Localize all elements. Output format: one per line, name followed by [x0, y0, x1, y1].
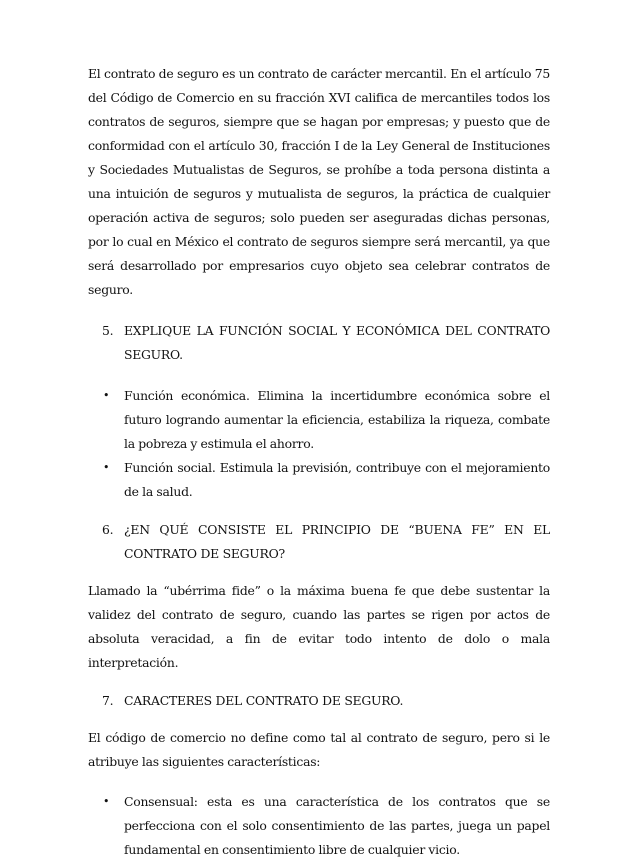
list-item: [88, 790, 550, 862]
list-item-text: Función económica. Elimina la incertidumbre económica sobre el futuro logrando aumentar la eficiencia, estabiliza la riqueza, combate la pobreza y estimula el ahorro.: [124, 388, 550, 451]
bullet-list-functions: [88, 384, 550, 504]
list-item: [88, 384, 550, 456]
heading-text: ¿EN QUÉ CONSISTE EL PRINCIPIO DE “BUENA FE” EN EL CONTRATO DE SEGURO?: [124, 522, 550, 561]
paragraph-caracteres: El código de comercio no define como tal al contrato de seguro, pero si le atribuye las siguientes características:: [88, 730, 550, 769]
list-item: [88, 456, 550, 504]
bullet-list-characteristics: [88, 790, 550, 862]
heading-text: CARACTERES DEL CONTRATO DE SEGURO.: [124, 693, 404, 708]
heading-number: 7.: [102, 693, 114, 708]
bullet-icon: •: [103, 795, 110, 808]
list-item-text: Consensual: esta es una característica de los contratos que se perfecciona con el solo consentimiento de las partes, juega un papel fundamental en consentimiento libre de cualquier vicio.: [124, 794, 550, 857]
document-page: [88, 62, 550, 862]
heading-question-5: [88, 319, 550, 367]
bullet-icon: •: [103, 461, 110, 474]
paragraph-intro: El contrato de seguro es un contrato de carácter mercantil. En el artículo 75 del Código de Comercio en su fracción XVI califica de mercantiles todos los contratos de seguros, siempre que se hagan por empresas; y puesto que de conformidad con el artículo 30, fracción I de la Ley General de Instituciones y Sociedades Mutualistas de Seguros, se prohíbe a toda persona distinta a una intuición de seguros y mutualista de seguros, la práctica de cualquier operación activa de seguros; solo pueden ser aseguradas dichas personas, por lo cual en México el contrato de seguros siempre será mercantil, ya que será desarrollado por empresarios cuyo objeto sea celebrar contratos de seguro.: [88, 66, 550, 297]
heading-number: 5.: [102, 323, 114, 338]
heading-number: 6.: [102, 522, 114, 537]
heading-text: EXPLIQUE LA FUNCIÓN SOCIAL Y ECONÓMICA DEL CONTRATO SEGURO.: [124, 323, 550, 362]
bullet-icon: •: [103, 389, 110, 402]
heading-question-7: [88, 689, 550, 713]
heading-question-6: [88, 518, 550, 566]
paragraph-buena-fe: Llamado la “ubérrima fide” o la máxima buena fe que debe sustentar la validez del contrato de seguro, cuando las partes se rigen por actos de absoluta veracidad, a fin de evitar todo intento de dolo o mala interpretación.: [88, 583, 550, 670]
list-item-text: Función social. Estimula la previsión, contribuye con el mejoramiento de la salud.: [124, 460, 550, 499]
